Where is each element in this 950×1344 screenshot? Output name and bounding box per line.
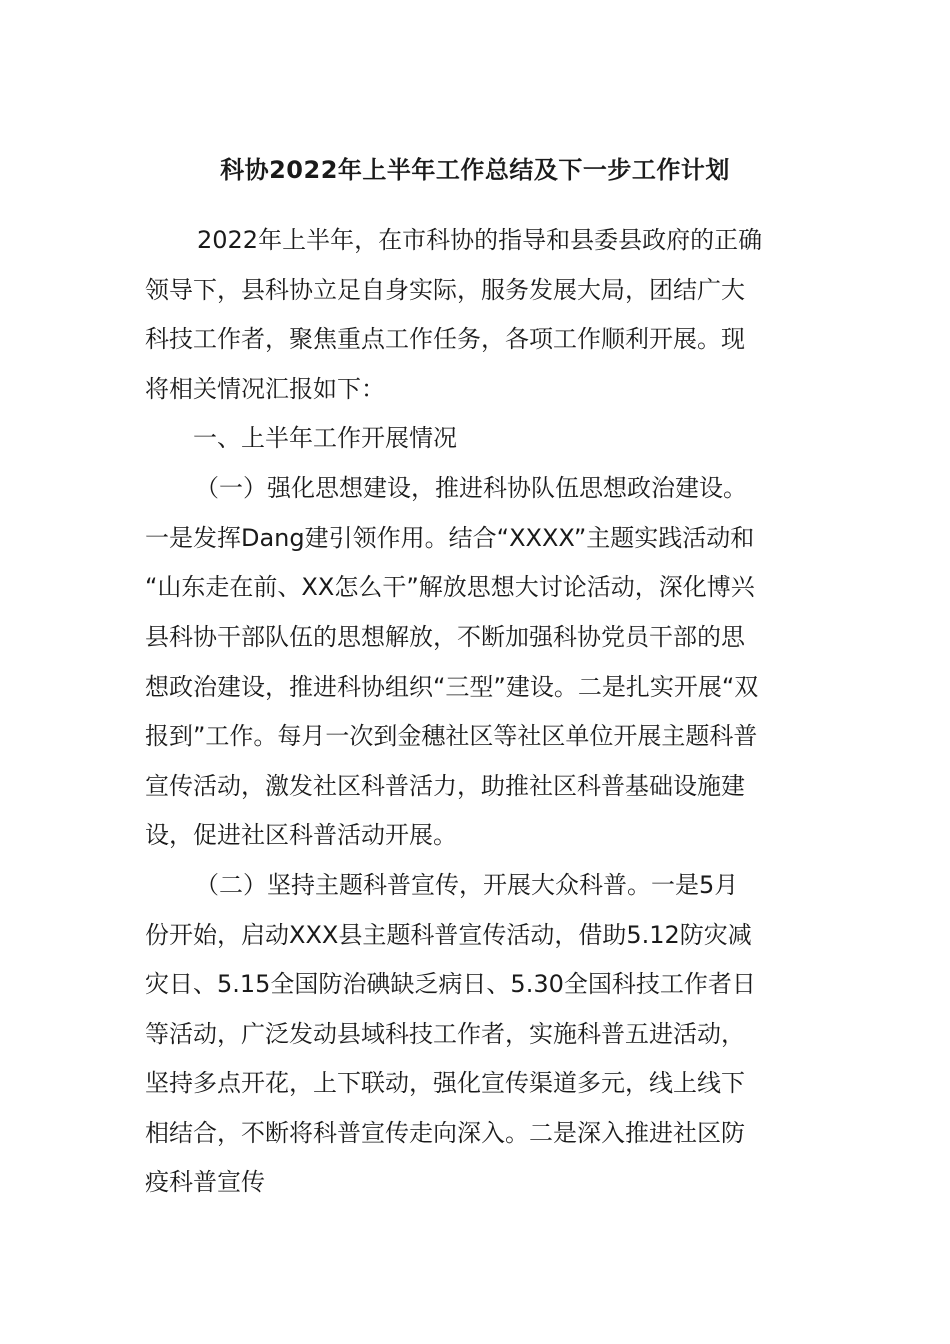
body-line-19: 相结合，不断将科普宣传走向深入。二是深入推进社区防 [145,1119,745,1147]
body-line-1: 2022年上半年，在市科协的指导和县委县政府的正确 [197,226,763,254]
body-line-11: 报到”工作。每月一次到金穗社区等社区单位开展主题科普 [145,722,758,750]
subsection-heading-1: （一）强化思想建设，推进科协队伍思想政治建设。 [195,474,747,502]
body-line-9: 县科协干部队伍的思想解放，不断加强科协党员干部的思 [145,623,745,651]
body-line-20: 疫科普宣传 [145,1168,265,1196]
body-line-18: 坚持多点开花，上下联动，强化宣传渠道多元，线上线下 [145,1069,745,1097]
body-line-2: 领导下，县科协立足自身实际，服务发展大局，团结广大 [145,276,745,304]
subsection-heading-2: （二）坚持主题科普宣传，开展大众科普。一是5月 [195,871,739,899]
body-line-10: 想政治建设，推进科协组织“三型”建设。二是扎实开展“双 [145,673,759,701]
body-line-16: 灾日、5.15全国防治碘缺乏病日、5.30全国科技工作者日 [145,970,756,998]
body-line-17: 等活动，广泛发动县域科技工作者，实施科普五进活动， [145,1020,745,1048]
body-line-7: 一是发挥Dang建引领作用。结合“XXXX”主题实践活动和 [145,524,755,552]
body-line-4: 将相关情况汇报如下： [145,375,385,403]
body-line-8: “山东走在前、XX怎么干”解放思想大讨论活动，深化博兴 [145,573,755,601]
body-line-15: 份开始，启动XXX县主题科普宣传活动，借助5.12防灾减 [145,921,752,949]
document-title: 科协2022年上半年工作总结及下一步工作计划 [220,156,730,184]
body-line-13: 设，促进社区科普活动开展。 [145,821,457,849]
body-line-3: 科技工作者，聚焦重点工作任务，各项工作顺利开展。现 [145,325,745,353]
body-line-12: 宣传活动，激发社区科普活力，助推社区科普基础设施建 [145,772,745,800]
section-heading-1: 一、上半年工作开展情况 [193,424,457,452]
